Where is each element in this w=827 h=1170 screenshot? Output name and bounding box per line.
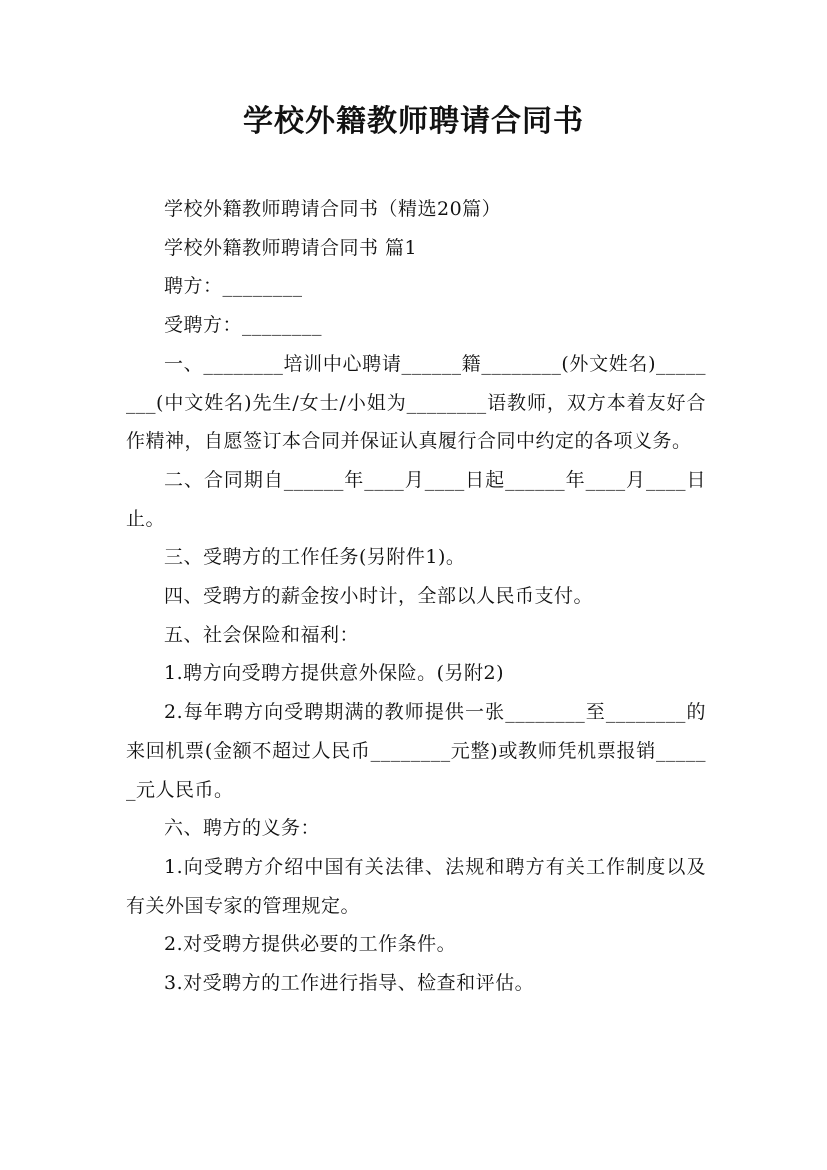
paragraph-clause-5: 五、社会保险和福利： bbox=[164, 623, 360, 646]
document-title: 学校外籍教师聘请合同书 bbox=[243, 104, 584, 139]
paragraph-employer: 聘方：________ bbox=[164, 275, 303, 298]
paragraph-section-heading: 学校外籍教师聘请合同书 篇1 bbox=[164, 236, 418, 259]
paragraph-clause-2: 二、合同期自______年____月____日起______年____月____日止。 bbox=[126, 468, 706, 530]
paragraph-clause-6-2: 2.对受聘方提供必要的工作条件。 bbox=[164, 933, 457, 956]
paragraph-clause-5-2: 2.每年聘方向受聘期满的教师提供一张________至________的来回机票(金额不超过人民币________元整)或教师凭机票报销______元人民币。 bbox=[126, 701, 706, 801]
paragraph-clause-6: 六、聘方的义务： bbox=[164, 817, 321, 840]
paragraph-clause-6-1: 1.向受聘方介绍中国有关法律、法规和聘方有关工作制度以及有关外国专家的管理规定。 bbox=[126, 855, 706, 917]
paragraph-clause-4: 四、受聘方的薪金按小时计，全部以人民币支付。 bbox=[164, 585, 594, 608]
document-body bbox=[126, 190, 706, 1003]
paragraph-clause-5-1: 1.聘方向受聘方提供意外保险。(另附2) bbox=[164, 662, 505, 685]
paragraph-employee: 受聘方：________ bbox=[164, 314, 323, 337]
paragraph-clause-6-3: 3.对受聘方的工作进行指导、检查和评估。 bbox=[164, 972, 535, 995]
paragraph-clause-3: 三、受聘方的工作任务(另附件1)。 bbox=[164, 546, 466, 569]
paragraph-clause-1: 一、________培训中心聘请______籍________(外文姓名)________(中文姓名)先生/女士/小姐为________语教师，双方本着友好合作精神，自愿签订本合同并保证认真履行合同中约定的各项义务。 bbox=[126, 352, 706, 453]
paragraph-subtitle: 学校外籍教师聘请合同书（精选20篇） bbox=[164, 198, 502, 220]
